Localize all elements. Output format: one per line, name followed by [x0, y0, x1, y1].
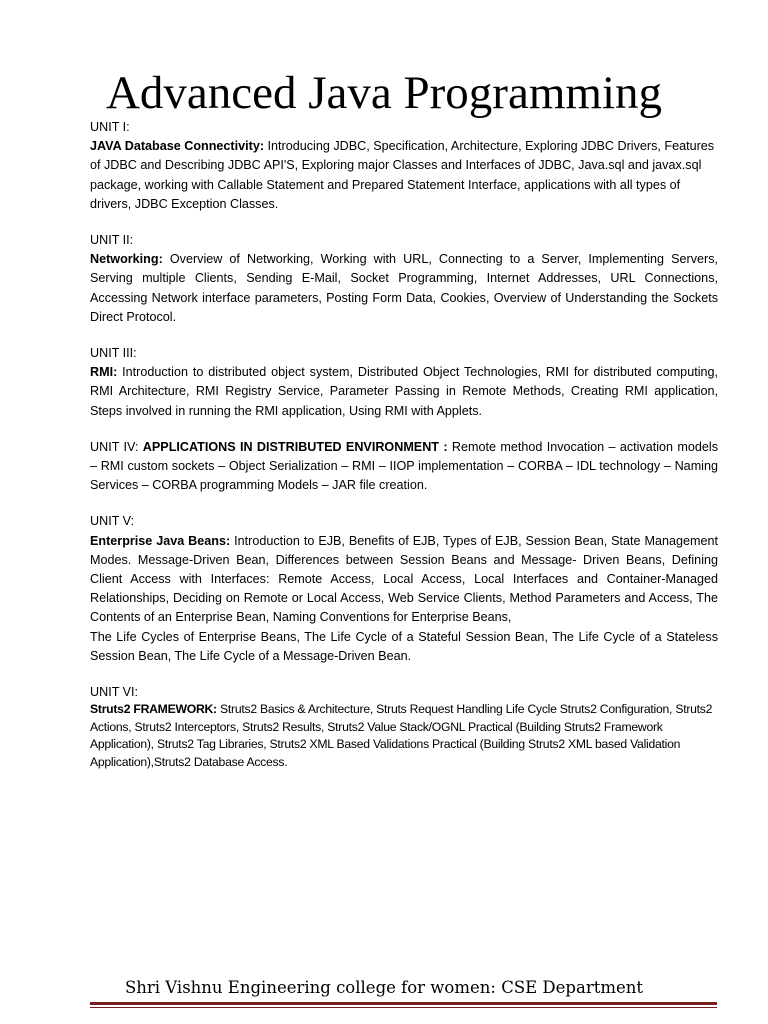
unit-text: Overview of Networking, Working with URL, Connecting to a Server, Implementing Servers, Serving multiple Clients, Sending E-Mail, Socket Programming, Internet Addresses, URL Connections, Accessing Network interface parameters, Posting Form Data, Cookies, Overview of Understanding the Sockets Direct Protocol. — [90, 252, 718, 324]
unit-text: Remote method Invocation – activation models – RMI custom sockets – Object Serialization – RMI – IIOP implementation – CORBA – IDL technology – Naming Services – CORBA programming Models – JAR file creation. — [90, 439, 718, 493]
unit-text: Introduction to EJB, Benefits of EJB, Types of EJB, Session Bean, State Management Modes. Message-Driven Bean, Differences between Session Beans and Message- Driven Beans, Defining Client Access with Interfaces: Remote Access, Local Access, Local Interfaces and Container-Managed Relationships, Deciding on Remote or Local Access, Web Service Clients, Method Parameters and Access, The Contents of an Enterprise Bean, Naming Conventions for Enterprise Beans, — [90, 533, 718, 625]
unit-2 — [90, 231, 718, 327]
unit-label: UNIT I: — [90, 120, 130, 134]
unit-text: Introduction to distributed object system, Distributed Object Technologies, RMI for distributed computing, RMI Architecture, RMI Registry Service, Parameter Passing in Remote Methods, Creating RMI application, Steps involved in running the RMI application, Using RMI with Applets. — [90, 365, 718, 418]
unit-heading: Networking: — [90, 252, 163, 267]
unit-text: Introducing JDBC, Specification, Architecture, Exploring JDBC Drivers, Features of JDBC and Describing JDBC API'S, Exploring major Classes and Interfaces of JDBC, Java.sql and javax.sql package, working with Callable Statement and Prepared Statement Interface, applications with all types of drivers, JDBC Exception Classes. — [90, 139, 715, 211]
unit-4 — [90, 438, 718, 496]
unit-1 — [90, 118, 718, 214]
syllabus-content — [90, 118, 718, 771]
footer-rule-thick — [90, 1002, 717, 1005]
unit-text-continued: The Life Cycles of Enterprise Beans, The Life Cycle of a Stateful Session Bean, The Life Cycle of a Stateless Session Bean, The Life Cycle of a Message-Driven Bean. — [90, 629, 718, 663]
unit-label: UNIT III: — [90, 346, 137, 361]
unit-heading: RMI: — [90, 365, 118, 380]
unit-text: Struts2 Basics & Architecture, Struts Request Handling Life Cycle Struts2 Configuration, Struts2 Actions, Struts2 Interceptors, Struts2 Results, Struts2 Value Stack/OGNL Practical (Building Struts2 Framework Application), Struts2 Tag Libraries, Struts2 XML Based Validations Practical (Building Struts2 XML based Validation Application),Struts2 Database Access. — [90, 702, 713, 769]
unit-label: UNIT IV: — [90, 439, 143, 454]
unit-heading: Enterprise Java Beans: — [90, 533, 231, 548]
unit-3 — [90, 344, 718, 421]
page-title: Advanced Java Programming — [105, 67, 662, 119]
unit-label: UNIT V: — [90, 514, 135, 529]
unit-heading: APPLICATIONS IN DISTRIBUTED ENVIRONMENT : — [142, 439, 448, 454]
unit-label: UNIT II: — [90, 233, 134, 248]
unit-label: UNIT VI: — [90, 685, 139, 700]
unit-5 — [90, 512, 718, 666]
unit-heading: JAVA Database Connectivity: — [90, 139, 265, 154]
page-footer: Shri Vishnu Engineering college for women: CSE Department — [124, 978, 644, 997]
unit-heading: Struts2 FRAMEWORK: — [90, 702, 217, 717]
footer-rule-thin — [90, 1007, 717, 1008]
unit-6 — [90, 683, 718, 771]
